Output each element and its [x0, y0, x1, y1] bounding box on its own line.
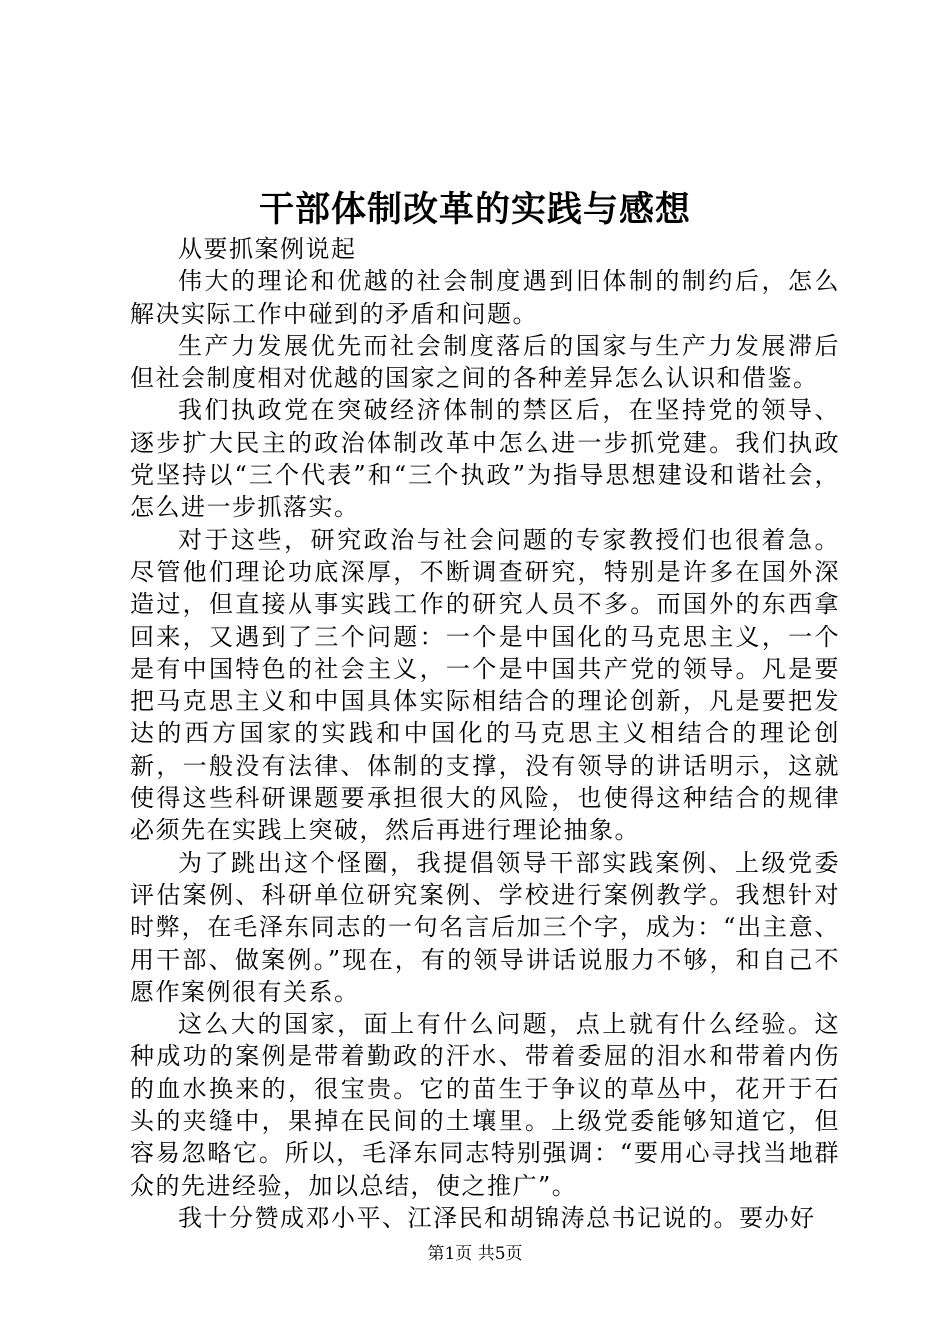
document-body: [130, 233, 840, 1234]
paragraph: 伟大的理论和优越的社会制度遇到旧体制的制约后，怎么解决实际工作中碰到的矛盾和问题。: [130, 267, 840, 328]
page-footer: 第1页 共5页: [427, 1244, 523, 1264]
paragraph: 我十分赞成邓小平、江泽民和胡锦涛总书记说的。要办好: [178, 1203, 816, 1232]
paragraph: 这么大的国家，面上有什么问题，点上就有什么经验。这种成功的案例是带着勤政的汗水、带着委屈的泪水和带着内伤的血水换来的，很宝贵。它的苗生于争议的草丛中，花开于石头的夹缝中，果掉在民间的土壤里。上级党委能够知道它，但容易忽略它。所以，毛泽东同志特别强调：“要用心寻找当地群众的先进经验，加以总结，使之推广”。: [130, 1010, 840, 1200]
paragraph: 生产力发展优先而社会制度落后的国家与生产力发展滞后但社会制度相对优越的国家之间的各种差异怎么认识和借鉴。: [130, 331, 840, 393]
paragraph: 为了跳出这个怪圈，我提倡领导干部实践案例、上级党委评估案例、科研单位研究案例、学校进行案例教学。我想针对时弊，在毛泽东同志的一句名言后加三个字，成为：“出主意、用干部、做案例。”现在，有的领导讲话说服力不够，和自己不愿作案例很有关系。: [130, 848, 840, 1006]
paragraph: 我们执政党在突破经济体制的禁区后，在坚持党的领导、逐步扩大民主的政治体制改革中怎么进一步抓党建。我们执政党坚持以“三个代表”和“三个执政”为指导思想建设和谐社会，怎么进一步抓落实。: [130, 396, 840, 522]
paragraph-subheading: 从要抓案例说起: [178, 235, 357, 263]
paragraph: 对于这些，研究政治与社会问题的专家教授们也很着急。尽管他们理论功底深厚，不断调查研究，特别是许多在国外深造过，但直接从事实践工作的研究人员不多。而国外的东西拿回来，又遇到了三个问题：一个是中国化的马克思主义，一个是有中国特色的社会主义，一个是中国共产党的领导。凡是要把马克思主义和中国具体实际相结合的理论创新，凡是要把发达的西方国家的实践和中国化的马克思主义相结合的理论创新，一般没有法律、体制的支撑，没有领导的讲话明示，这就使得这些科研课题要承担很大的风险，也使得这种结合的规律必须先在实践上突破，然后再进行理论抽象。: [130, 525, 840, 845]
document-title: 干部体制改革的实践与感想: [258, 189, 691, 230]
